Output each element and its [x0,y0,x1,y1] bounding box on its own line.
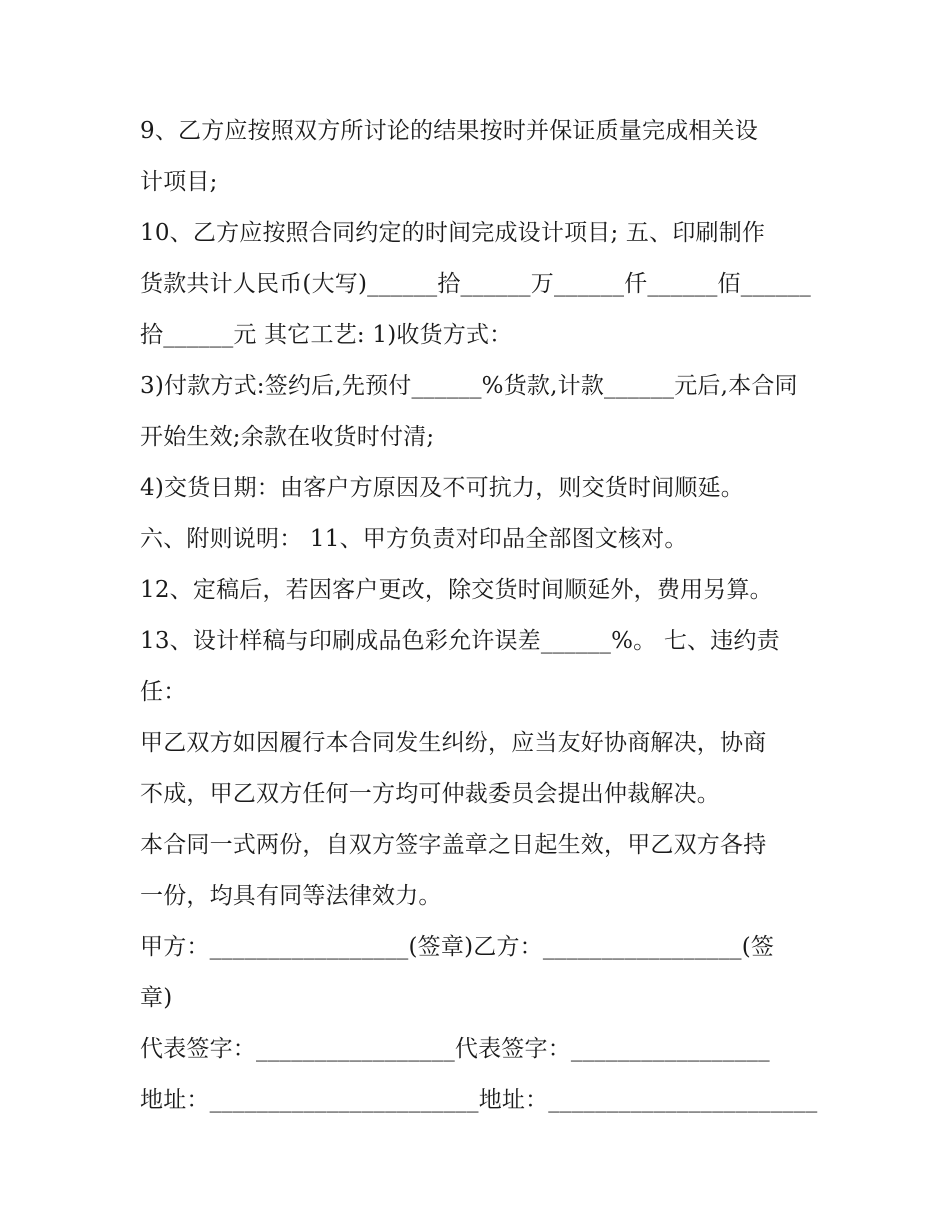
text-line-14: 不成，甲乙双方任何一方均可仲裁委员会提出仲裁解决。 [140,781,720,807]
text-line-5: 拾______元 其它工艺: 1)收货方式： [140,322,513,348]
text-line-7: 开始生效;余款在收货时付清; [140,424,435,450]
text-line-9: 六、附则说明： 11、甲方负责对印品全部图文核对。 [140,526,688,552]
text-line-3: 10、乙方应按照合同约定的时间完成设计项目; 五、印刷制作 [140,220,766,246]
contract-text [140,106,820,1126]
text-line-6: 3)付款方式:签约后,先预付______%货款,计款______元后,本合同 [140,373,798,399]
text-line-15: 本合同一式两份，自双方签字盖章之日起生效，甲乙双方各持 [140,832,767,858]
text-line-8: 4)交货日期：由客户方原因及不可抗力，则交货时间顺延。 [140,475,745,501]
text-line-20: 地址：_______________________地址：_______________________ [140,1087,818,1113]
text-line-4: 货款共计人民币(大写)______拾______万______仟______佰______ [140,271,811,297]
text-line-10: 12、定稿后，若因客户更改，除交货时间顺延外，费用另算。 [140,577,773,603]
text-line-11: 13、设计样稿与印刷成品色彩允许误差______%。 七、违约责 [140,628,780,654]
text-line-12: 任： [140,679,187,705]
text-line-2: 计项目; [140,169,218,195]
text-line-1: 9、乙方应按照双方所讨论的结果按时并保证质量完成相关设 [140,118,759,144]
text-line-19: 代表签字：_________________代表签字：_________________ [140,1036,770,1062]
text-line-17: 甲方：_________________(签章)乙方：_________________(签 [140,934,775,960]
text-line-16: 一份，均具有同等法律效力。 [140,883,442,909]
text-line-13: 甲乙双方如因履行本合同发生纠纷，应当友好协商解决，协商 [140,730,767,756]
text-line-18: 章) [140,985,173,1011]
